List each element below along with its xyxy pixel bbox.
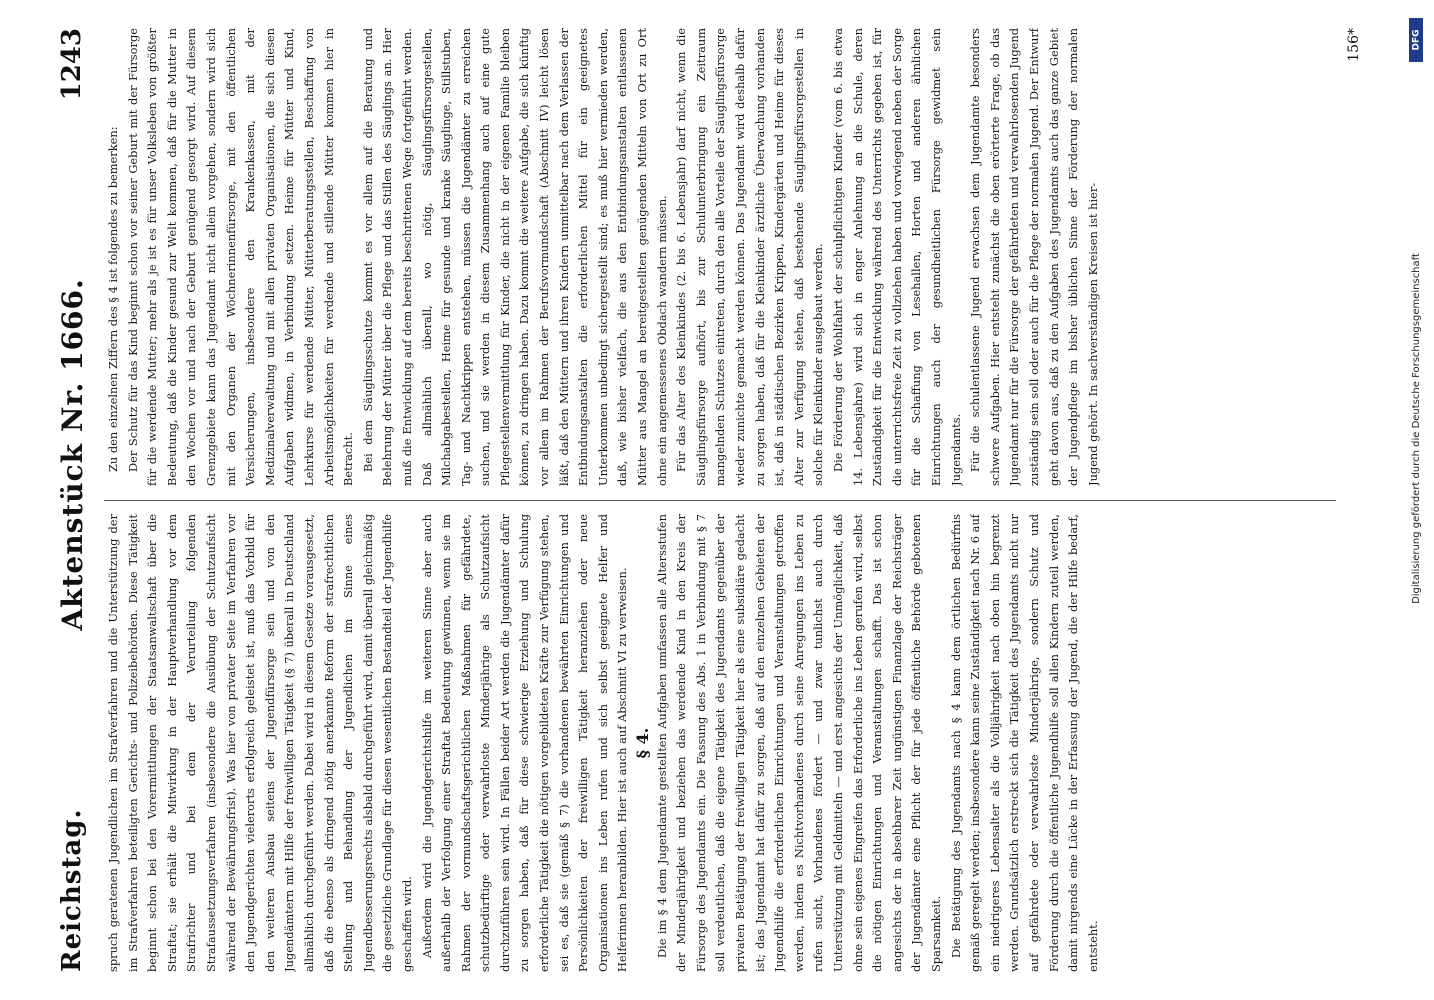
column-divider: [104, 500, 1336, 501]
paragraph: Die Förderung der Wohlfahrt der schulpflichtigen Kinder (vom 6. bis etwa 14. Lebensjahre) wird sich in enger Anlehnung an die Schule, deren Zuständigkeit für die Entwicklung während des Unterrichts gegeben ist, für die unterrichtsfreie Zeit zu vollziehen haben und vorwiegend neben der Sorge für die Schaffung von Lesehallen, Horten und anderen ähnlichen Einrichtungen auch der gesundheitlichen Fürsorge gewidmet sein Jugendamts.: [830, 28, 963, 486]
paragraph: Für die schulentlassene Jugend erwachsen dem Jugendamte besonders schwere Aufgaben. Hier entsteht zunächst die oben erörterte Frage, ob das Jugendamt nur für die Fürsorge der gefährdeten und verwahrlosenden Jugend zuständig sein soll oder auch für die Pflege der normalen Jugend. Der Entwurf geht davon aus, daß zu den Aufgaben des Jugendamts auch das ganze Gebiet der Jugendpflege im bisher üblichen Sinne der Förderung der normalen Jugend gehört. In sachverständigen Kreisen ist hier-: [968, 28, 1100, 486]
paragraph: Für das Alter des Kleinkindes (2. bis 6. Lebensjahr) darf nicht, wenn die Säuglingsfürsorge aufhört, bis zur Schulunterbringung ein Zeitraum mangelnden Schutzes eintreten, durch den alle Vorteile der Säuglingsfürsorge wieder zunichte gemacht werden können. Das Jugendamt wird deshalb dafür zu sorgen haben, daß für die Kleinkinder ärztliche Überwachung vorhanden ist, daß in städtischen Bezirken Krippen, Kindergärten und Heime für dieses Alter zur Verfügung stehen, daß bestehende Säuglingsfürsorgestellen in solche für Kleinkinder ausgebaut werden.: [674, 28, 826, 486]
paragraph: Die Betätigung des Jugendamts nach § 4 kann dem örtlichen Bedürfnis gemäß geregelt werden; insbesondere kann seine Zuständigkeit nach Nr. 6 auf ein niedrigeres Lebensalter als die Volljährigkeit nach oben hin begrenzt werden. Grundsätzlich erstreckt sich die Tätigkeit des Jugendamts nicht nur auf gefährdete oder verwahrloste Minderjährige, sondern Schutz und Förderung durch die öffentliche Jugendhilfe soll allen Kindern zuteil werden, damit nirgends eine Lücke in der Erfassung der Jugend, die der Hilfe bedarf, entsteht.: [948, 514, 1100, 972]
header-title: Aktenstück Nr. 1666.: [55, 278, 89, 631]
paragraph: Außerdem wird die Jugendgerichtshilfe im weiteren Sinne aber auch außerhalb der Verfolgung einer Straftat Bedeutung gewinnen, wenn sie im Rahmen der vormundschaftsgerichtlichen Maßnahmen für gefährdete, schutzbedürftige oder verwahrloste Minderjährige als Schutzaufsicht durchzuführen sein wird. In Fällen beider Art werden die Jugendämter dafür zu sorgen haben, daß für diese schwierige Erziehung und Schulung erforderliche Tätigkeit die nötigen vorgebildeten Kräfte zur Verfügung stehen, sei es, daß sie (gemäß § 7) die vorhandenen bewährten Einrichtungen und Persönlichkeiten der freiwilligen Tätigkeit heranziehen oder neue Organisationen ins Leben rufen und sich selbst geeignete Helfer und Helferinnen heranbilden. Hier ist auch auf Abschnitt VI zu verweisen.: [419, 514, 630, 972]
header-left: Reichstag.: [57, 808, 87, 972]
digitization-caption-text: Digitalisierung gefördert durch die Deutsche Forschungsgemeinschaft: [1410, 252, 1422, 604]
section-heading: § 4.: [633, 727, 653, 759]
dfg-logo-icon: [1409, 18, 1423, 62]
paragraph: Der Schutz für das Kind beginnt schon vor seiner Geburt mit der Fürsorge für die werdende Mutter; mehr als je ist es für unser Volksleben von größter Bedeutung, daß die Kinder gesund zur Welt kommen, daß für die Mutter in den Wochen vor und nach der Geburt genügend gesorgt wird. Auf diesem Grenzgebiete kann das Jugendamt nicht allein vorgehen, sondern wird sich mit den Organen der Wöchnerinnenfürsorge, mit den öffentlichen Versicherungen, insbesondere den Krankenkassen, mit der Medizinalverwaltung und mit allen privaten Organisationen, die sich diesen Aufgaben widmen, in Verbindung setzen. Heime für Mütter und Kind, Lehrkurse für werdende Mütter, Mütterberatungsstellen, Beschaffung von Arbeitsmöglichkeiten für werdende und stillende Mütter kommen hier in Betracht.: [125, 28, 356, 486]
paragraph: spruch geratenen Jugendlichen im Strafverfahren und die Unterstützung der im Strafverfahren beteiligten Gerichts- und Polizeibehörden. Diese Tätigkeit beginnt schon bei den Vorermittlungen der Staatsanwaltschaft über die Straftat; sie erhält die Mitwirkung in der Hauptverhandlung vor dem Strafrichter und bei dem der Verurteilung folgenden Strafaussetzungsverfahren (insbesondere die Ausübung der Schutzaufsicht während der Bewährungsfrist). Was hier von privater Seite im Verfahren vor den Jugendgerichten vielerorts erfolgreich geleistet ist, muß das Vorbild für den weiteren Ausbau seitens der Jugendfürsorge sein und von den Jugendämtern mit Hilfe der freiwilligen Tätigkeit (§ 7) überall in Deutschland allmählich durchgeführt werden. Dabei wird in diesem Gesetze vorausgesetzt, daß die ebenso als dringend nötig anerkannte Reform der strafrechtlichen Stellung und Behandlung der Jugendlichen im Sinne eines Jugendbesserungsrechts alsbald durchgeführt wird, damit überall gleichmäßig die gesetzliche Grundlage für diesen wesentlichen Bestandteil der Jugendhilfe geschaffen wird.: [106, 514, 414, 972]
page-number: 1243: [57, 28, 87, 101]
paragraph: Zu den einzelnen Ziffern des § 4 ist folgendes zu bemerken:: [106, 126, 120, 472]
column-right: [104, 28, 1336, 486]
page-header: [48, 28, 96, 972]
dfg-logo-text: DFG: [1411, 29, 1422, 51]
sheet-signature: 156*: [1346, 28, 1362, 62]
digitization-sidebar: [1406, 8, 1426, 992]
paragraph: Bei dem Säuglingsschutze kommt es vor allem auf die Beratung und Belehrung der Mütter über die Pflege und das Stillen des Säuglings an. Hier muß die Entwicklung auf dem bereits beschrittenen Wege fortgeführt werden. Daß allmählich überall, wo nötig, Säuglingsfürsorgestellen, Milchabgabestellen, Heime für gesunde und kranke Säuglinge, Stillstuben, Tag- und Nachtkrippen entstehen, müssen die Jugendämter zu erreichen suchen, und sie werden in diesem Zusammenhang auch auf eine gute Pflegestellenvermittlung für Kinder, die nicht in der eigenen Familie bleiben können, zu dringen haben. Dazu kommt die weitere Aufgabe, die sich künftig vor allem im Rahmen der Berufsvormundschaft (Abschnitt IV) leicht lösen läßt, daß den Müttern und ihren Kindern unmittelbar nach dem Verlassen der Entbindungsanstalten die erforderlichen Mittel für ein geeignetes Unterkommen unbedingt sichergestellt sind; es muß hier vermieden werden, daß, wie bisher vielfach, die aus den Entbindungsanstalten entlassenen Mütter aus Mangel an bereitgestellten genügenden Mitteln von Ort zu Ort ohne ein angemessenes Obdach wandern müssen.: [360, 28, 669, 486]
digitization-caption: [1406, 68, 1426, 788]
column-left: [104, 514, 1336, 972]
paragraph: Die im § 4 dem Jugendamte gestellten Aufgaben umfassen alle Altersstufen der Minderjährigkeit und beziehen das werdende Kind in den Kreis der Fürsorge des Jugendamts ein. Die Fassung des Abs. 1 in Verbindung mit § 7 soll verdeutlichen, daß die eigene Tätigkeit des Jugendamts gegenüber der privaten Betätigung der freiwilligen Tätigkeit hier als eine subsidiäre gedacht ist; das Jugendamt hat dafür zu sorgen, daß auf den einzelnen Gebieten der Jugendhilfe die erforderlichen Einrichtungen und Veranstaltungen getroffen werden, indem es Nichtvorhandenes durch seine Anregungen ins Leben zu rufen sucht, Vorhandenes fördert — und zwar tunlichst auch durch Unterstützung mit Geldmitteln — und erst angesichts der Unmöglichkeit, daß ohne sein eigenes Eingreifen das Erforderliche ins Leben gerufen wird, selbst die nötigen Einrichtungen und Veranstaltungen schafft. Das ist schon angesichts der in absehbarer Zeit ungünstigen Finanzlage der Reichsträger der Jugendämter eine Pflicht der für jede öffentliche Behörde gebotenen Sparsamkeit.: [654, 514, 943, 972]
